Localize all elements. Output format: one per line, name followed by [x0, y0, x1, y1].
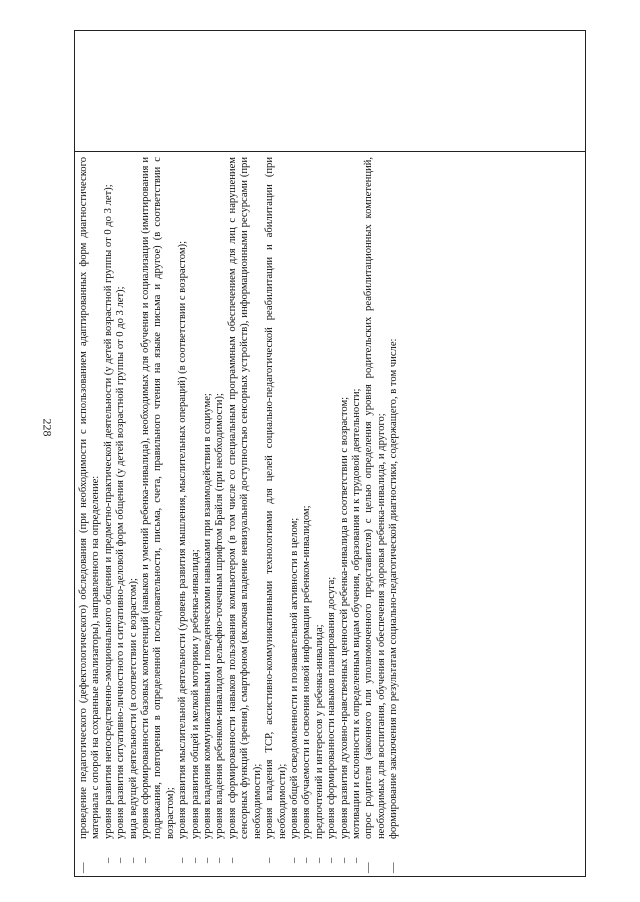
list-item-text: опрос родителя (законного или уполномоченного представителя) с целью определения уровня родительских реабилитационных компетенций, необходимых для воспитания, обучения и обеспечения здоровья ребенка-инвалида, и другого; — [363, 157, 387, 839]
sub-list-item — [289, 157, 301, 873]
dash-marker: – — [288, 857, 300, 863]
rotated-text-block — [78, 155, 583, 875]
sub-list-item — [301, 157, 313, 873]
list-item — [363, 157, 388, 873]
sub-list-item — [202, 157, 214, 873]
sub-list-item — [326, 157, 338, 873]
list-item-text: уровня владения коммуникативными и поведенческими навыками при взаимодействии в социуме; — [202, 393, 214, 839]
sub-list-item — [339, 157, 351, 873]
dash-marker: – — [202, 857, 214, 863]
dash-marker: – — [102, 857, 114, 863]
list-item-text: проведение педагогического (дефектологического) обследования (при необходимости с использованием адаптированных форм диагностического материала с опорой на сохранные анализаторы), направленного на определение: — [78, 157, 102, 839]
sub-list-item — [214, 157, 226, 873]
table — [74, 30, 586, 877]
dash-marker: – — [140, 857, 152, 863]
dash-marker: – — [326, 857, 338, 863]
sub-list-item — [115, 157, 127, 873]
dash-marker: – — [214, 857, 226, 863]
dash-marker: – — [115, 857, 127, 863]
sub-list-item — [177, 157, 189, 873]
list-item-text: предпочтений и интересов у ребенка-инвалида; — [313, 624, 325, 839]
dash-marker: – — [350, 857, 362, 863]
sub-list-item — [351, 157, 363, 873]
list-item-text: мотивации и склонности к определенным видам обучения, образования и к трудовой деятельности; — [350, 388, 362, 839]
sub-list-item — [190, 157, 202, 873]
dash-marker: – — [189, 857, 201, 863]
list-item-text: уровня сформированности навыков планирования досуга; — [326, 576, 338, 839]
dash-marker: – — [301, 857, 313, 863]
list-item-text: уровня владения ребенком-инвалидом рельефно-точечным шрифтом Брайля (при необходимости); — [214, 393, 226, 839]
sub-list-item — [140, 157, 177, 873]
dash-marker: – — [127, 857, 139, 863]
list-item-text: формирование заключения по результатам социально-педагогической диагностики, содержащего, в том числе: — [388, 338, 400, 839]
list-item-text: уровня развития непосредственно-эмоционального общения и предметно-практической деятельности (у детей возрастной группы от 0 до 3 лет); — [102, 184, 114, 839]
list-item-text: уровня обучаемости и освоения новой информации ребенком-инвалидом; — [301, 505, 313, 839]
list-item-text: уровня развития мыслительной деятельности (уровень развития мышления, мыслительных операций) (в соответствии с возрастом); — [177, 240, 189, 839]
dash-marker: – — [226, 857, 238, 863]
list-item-text: уровня развития духовно-нравственных ценностей ребенка-инвалида в соответствии с возрастом; — [338, 396, 350, 839]
dash-marker: – — [177, 857, 189, 863]
dash-marker: – — [264, 857, 276, 863]
page-number: 228 — [40, 418, 55, 437]
list-item-text: вида ведущей деятельности (в соответствии с возрастом); — [127, 578, 139, 839]
list-item-text: уровня общей осведомленности и познавательной активности в целом; — [288, 517, 300, 839]
sub-list-item — [128, 157, 140, 873]
list-item-text: уровня сформированности навыков пользования компьютером (в том числе со специальным программным обеспечением для лиц с нарушением сенсорных функций (зрения), смартфоном (включая владение невизуальной доступностью сенсорных устройств), информационными ресурсами (при необходимости); — [226, 157, 263, 839]
dash-marker: — — [388, 862, 400, 873]
sub-list-item — [264, 157, 289, 873]
dash-marker: – — [338, 857, 350, 863]
sub-list-item — [227, 157, 264, 873]
list-item-text: уровня сформированности базовых компетенций (навыков и умений ребенка-инвалида), необходимых для обучения и социализации (имитирования и подражания, повторения в определенной последовательности, письма, счета, правильного чтения на языке письма и другое) (в соответствии с возрастом); — [140, 157, 176, 839]
dash-marker: — — [78, 862, 89, 873]
empty-table-cell — [75, 31, 585, 151]
list-item — [78, 157, 103, 873]
list-item-text: уровня развития общей и мелкой моторики у ребенка-инвалида; — [189, 549, 201, 839]
sub-list-item — [314, 157, 326, 873]
list-item-text: уровня владения ТСР, ассистивно-коммуникативными технологиями для целей социально-педагогической реабилитации и абилитации (при необходимости); — [264, 157, 288, 839]
dash-marker: – — [313, 857, 325, 863]
list-item-text: уровня развития ситуативно-личностного и ситуативно-деловой форм общения (у детей возрастной группы от 0 до 3 лет); — [115, 286, 127, 839]
list-item — [388, 157, 400, 873]
dash-marker: — — [363, 862, 375, 873]
sub-list-item — [103, 157, 115, 873]
content-table-cell — [75, 152, 585, 877]
